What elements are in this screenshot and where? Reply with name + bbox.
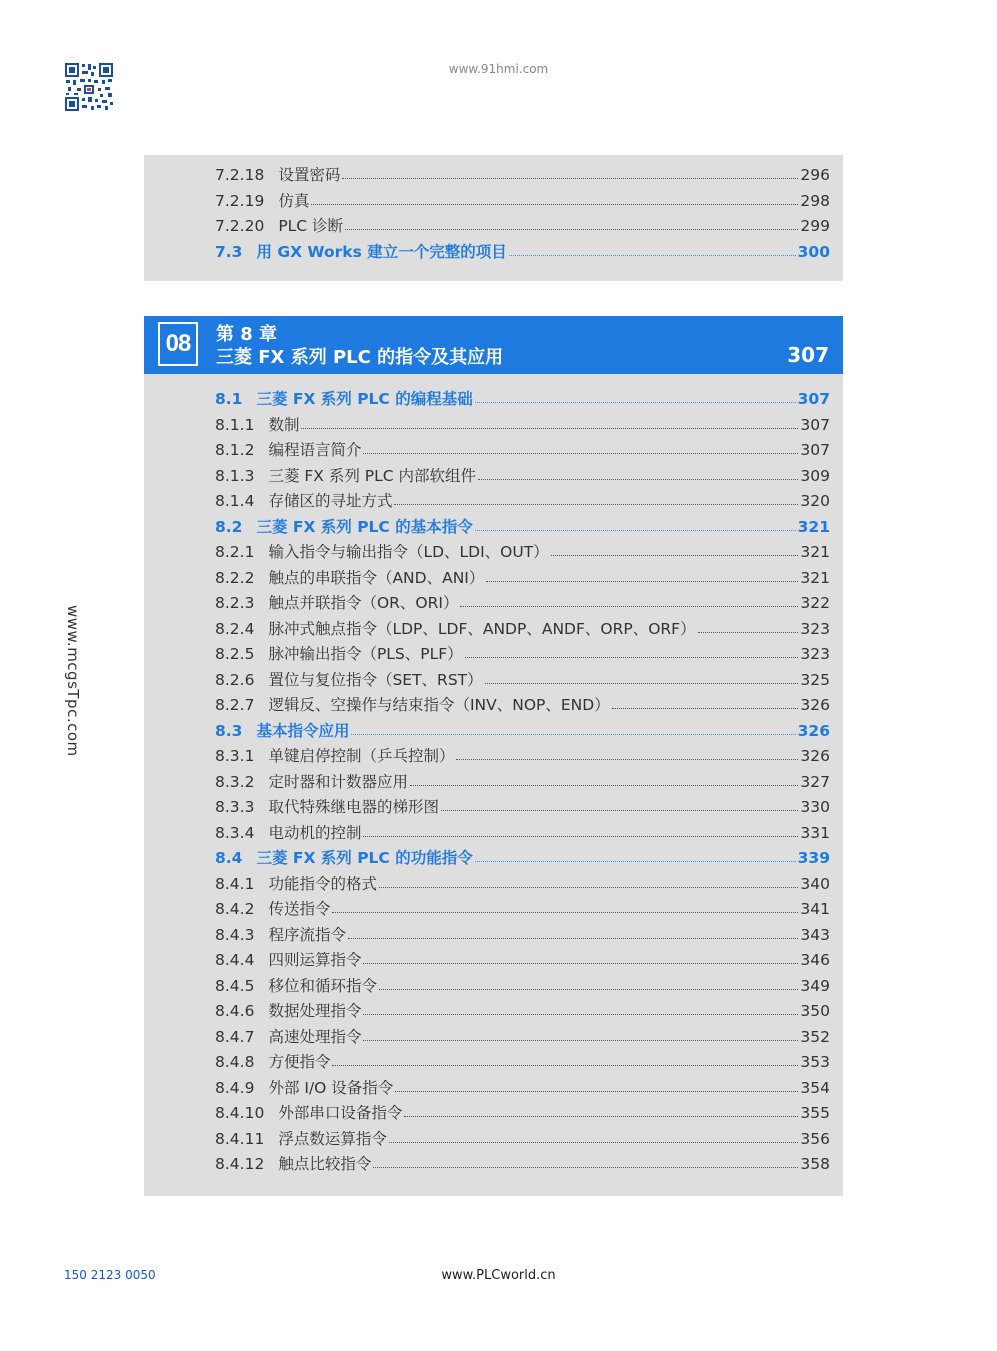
toc-entry-number: 8.3 bbox=[215, 721, 243, 740]
toc-entry-title: 电动机的控制 bbox=[268, 823, 362, 842]
toc-entry-page: 320 bbox=[800, 492, 830, 510]
toc-leader-dots bbox=[551, 555, 799, 556]
toc-entry-title: 传送指令 bbox=[268, 900, 331, 918]
toc-entry[interactable] bbox=[215, 540, 830, 566]
toc-entry-page: 323 bbox=[800, 645, 830, 663]
toc-section-entry[interactable] bbox=[215, 240, 830, 266]
toc-entry-page: 340 bbox=[800, 874, 830, 893]
toc-entry[interactable] bbox=[215, 642, 830, 668]
toc-leader-dots bbox=[332, 912, 798, 913]
toc-entry-number: 8.2.5 bbox=[215, 645, 255, 663]
toc-leader-dots bbox=[485, 683, 799, 684]
toc-entry-page: 352 bbox=[800, 1027, 830, 1046]
toc-entry-page: 323 bbox=[800, 619, 830, 638]
toc-entry-title: 三菱 FX 系列 PLC 内部软组件 bbox=[268, 466, 477, 485]
toc-entry-number: 8.2.2 bbox=[215, 568, 255, 587]
toc-leader-dots bbox=[475, 861, 796, 862]
toc-entry-page: 325 bbox=[800, 670, 830, 689]
toc-leader-dots bbox=[698, 632, 799, 633]
toc-entry-page: 300 bbox=[797, 242, 830, 261]
toc-entry-number: 8.3.3 bbox=[215, 798, 255, 816]
toc-entry-page: 354 bbox=[800, 1078, 830, 1097]
chapter-number: 第 8 章 bbox=[216, 324, 278, 345]
toc-entry-number: 8.1.1 bbox=[215, 415, 255, 434]
toc-entry-number: 8.4.8 bbox=[215, 1053, 255, 1071]
toc-leader-dots bbox=[373, 1167, 798, 1168]
toc-section-entry[interactable] bbox=[215, 515, 830, 541]
toc-entry-number: 8.4 bbox=[215, 849, 243, 867]
toc-entry-number: 8.4.11 bbox=[215, 1129, 265, 1148]
toc-entry-title: 外部串口设备指令 bbox=[278, 1104, 403, 1122]
toc-entry[interactable] bbox=[215, 1101, 830, 1127]
toc-entry-number: 8.2.1 bbox=[215, 543, 255, 561]
toc-entry-page: 307 bbox=[797, 390, 830, 408]
toc-entry-number: 8.1.2 bbox=[215, 441, 255, 459]
toc-entry-page: 330 bbox=[800, 798, 830, 816]
toc-entry-number: 8.3.2 bbox=[215, 772, 255, 791]
toc-entry-number: 8.2 bbox=[215, 517, 243, 536]
toc-entry-number: 8.4.5 bbox=[215, 976, 255, 995]
toc-entry-page: 350 bbox=[800, 1002, 830, 1020]
toc-leader-dots bbox=[465, 657, 799, 658]
toc-entry-page: 358 bbox=[800, 1155, 830, 1173]
toc-leader-dots bbox=[345, 229, 798, 230]
toc-entry[interactable] bbox=[215, 974, 830, 1000]
toc-entry[interactable] bbox=[215, 744, 830, 770]
toc-leader-dots bbox=[363, 453, 798, 454]
toc-entry-title: 四则运算指令 bbox=[268, 951, 362, 969]
toc-entry[interactable] bbox=[215, 464, 830, 490]
toc-section-entry[interactable] bbox=[215, 387, 830, 413]
toc-entry[interactable] bbox=[215, 1127, 830, 1153]
toc-entry-page: 321 bbox=[800, 568, 830, 587]
toc-entry-title: 用 GX Works 建立一个完整的项目 bbox=[256, 242, 507, 261]
chapter-page: 307 bbox=[787, 343, 829, 367]
toc-leader-dots bbox=[348, 938, 798, 939]
toc-entry-title: 程序流指令 bbox=[268, 925, 346, 944]
toc-entry-number: 8.3.4 bbox=[215, 823, 255, 842]
toc-entry-title: 逻辑反、空操作与结束指令（INV、NOP、END） bbox=[268, 696, 610, 714]
toc-leader-dots bbox=[612, 708, 799, 709]
chapter-header bbox=[144, 316, 843, 374]
toc-leader-dots bbox=[363, 1014, 798, 1015]
toc-entry-page: 321 bbox=[797, 517, 830, 536]
toc-entry-title: 单键启停控制（乒乓控制） bbox=[268, 747, 455, 765]
toc-leader-dots bbox=[363, 963, 798, 964]
toc-entry-title: 触点的串联指令（AND、ANI） bbox=[268, 568, 485, 587]
toc-entry-page: 296 bbox=[800, 166, 830, 184]
toc-entry-number: 8.1.4 bbox=[215, 492, 255, 510]
toc-entry[interactable] bbox=[215, 693, 830, 719]
toc-entry-page: 307 bbox=[800, 415, 830, 434]
toc-entry-title: 输入指令与输出指令（LD、LDI、OUT） bbox=[268, 543, 549, 561]
toc-entry-page: 309 bbox=[800, 466, 830, 485]
toc-leader-dots bbox=[311, 204, 798, 205]
toc-entry-number: 8.4.4 bbox=[215, 951, 255, 969]
toc-leader-dots bbox=[475, 530, 796, 531]
toc-leader-dots bbox=[394, 504, 798, 505]
toc-entry[interactable] bbox=[215, 999, 830, 1025]
toc-entry-number: 8.1.3 bbox=[215, 466, 255, 485]
toc-entry-number: 8.4.2 bbox=[215, 900, 255, 918]
toc-entry-page: 349 bbox=[800, 976, 830, 995]
toc-entry-number: 7.2.20 bbox=[215, 217, 265, 235]
toc-entry[interactable] bbox=[215, 617, 830, 643]
toc-entry-title: 数制 bbox=[268, 415, 300, 434]
toc-entry[interactable] bbox=[215, 1050, 830, 1076]
toc-entry-number: 8.2.7 bbox=[215, 696, 255, 714]
toc-entry-title: 外部 I/O 设备指令 bbox=[268, 1078, 394, 1097]
toc-entry-title: 取代特殊继电器的梯形图 bbox=[268, 798, 439, 816]
toc-entry-number: 8.4.10 bbox=[215, 1104, 265, 1122]
toc-entry-title: 存储区的寻址方式 bbox=[268, 492, 393, 510]
toc-entry[interactable] bbox=[215, 438, 830, 464]
toc-entry-title: 高速处理指令 bbox=[268, 1027, 362, 1046]
toc-entry[interactable] bbox=[215, 770, 830, 796]
toc-leader-dots bbox=[301, 428, 798, 429]
toc-entry-page: 355 bbox=[800, 1104, 830, 1122]
toc-entry-page: 353 bbox=[800, 1053, 830, 1071]
toc-entry-number: 8.4.1 bbox=[215, 874, 255, 893]
toc-leader-dots bbox=[404, 1116, 798, 1117]
toc-entry-page: 326 bbox=[797, 721, 830, 740]
toc-leader-dots bbox=[332, 1065, 798, 1066]
toc-entry-page: 341 bbox=[800, 900, 830, 918]
toc-entry[interactable] bbox=[215, 163, 830, 189]
toc-leader-dots bbox=[478, 479, 798, 480]
footer-url[interactable]: www.PLCworld.cn bbox=[441, 1268, 556, 1283]
toc-chapter-list bbox=[215, 387, 830, 1178]
toc-entry-page: 343 bbox=[800, 925, 830, 944]
toc-entry-page: 327 bbox=[800, 772, 830, 791]
toc-entry-number: 7.2.18 bbox=[215, 166, 265, 184]
toc-entry-title: 仿真 bbox=[278, 191, 310, 210]
toc-leader-dots bbox=[389, 1142, 799, 1143]
toc-entry[interactable] bbox=[215, 1076, 830, 1102]
toc-entry-number: 8.2.6 bbox=[215, 670, 255, 689]
toc-leader-dots bbox=[475, 402, 796, 403]
toc-entry[interactable] bbox=[215, 413, 830, 439]
toc-leader-dots bbox=[395, 1091, 798, 1092]
toc-entry-number: 7.3 bbox=[215, 242, 243, 261]
toc-entry-page: 322 bbox=[800, 594, 830, 612]
toc-entry-page: 321 bbox=[800, 543, 830, 561]
toc-entry-number: 8.4.6 bbox=[215, 1002, 255, 1020]
toc-entry-number: 8.4.9 bbox=[215, 1078, 255, 1097]
toc-entry-page: 307 bbox=[800, 441, 830, 459]
toc-entry-title: 基本指令应用 bbox=[256, 721, 350, 740]
toc-entry-title: 触点比较指令 bbox=[278, 1155, 372, 1173]
toc-leader-dots bbox=[379, 989, 798, 990]
toc-entry[interactable] bbox=[215, 1025, 830, 1051]
toc-entry-title: 移位和循环指令 bbox=[268, 976, 377, 995]
toc-entry-page: 298 bbox=[800, 191, 830, 210]
toc-entry[interactable] bbox=[215, 214, 830, 240]
header-url[interactable]: www.91hmi.com bbox=[448, 62, 549, 76]
toc-entry-title: PLC 诊断 bbox=[278, 217, 344, 235]
toc-entry[interactable] bbox=[215, 948, 830, 974]
toc-leader-dots bbox=[441, 810, 798, 811]
toc-entry-title: 脉冲输出指令（PLS、PLF） bbox=[268, 645, 463, 663]
toc-section-entry[interactable] bbox=[215, 846, 830, 872]
toc-section-entry[interactable] bbox=[215, 719, 830, 745]
toc-entry-page: 326 bbox=[800, 747, 830, 765]
chapter-title: 三菱 FX 系列 PLC 的指令及其应用 bbox=[216, 347, 504, 368]
side-url[interactable]: www.mcgsTpc.com bbox=[64, 605, 82, 757]
toc-entry-page: 331 bbox=[800, 823, 830, 842]
toc-entry-number: 8.4.3 bbox=[215, 925, 255, 944]
toc-entry[interactable] bbox=[215, 668, 830, 694]
toc-entry[interactable] bbox=[215, 821, 830, 847]
toc-leader-dots bbox=[460, 606, 798, 607]
toc-entry-title: 定时器和计数器应用 bbox=[268, 772, 408, 791]
toc-entry-page: 346 bbox=[800, 951, 830, 969]
toc-entry[interactable] bbox=[215, 591, 830, 617]
toc-entry[interactable] bbox=[215, 897, 830, 923]
toc-entry-number: 8.4.12 bbox=[215, 1155, 265, 1173]
toc-entry-title: 脉冲式触点指令（LDP、LDF、ANDP、ANDF、ORP、ORF） bbox=[268, 619, 696, 638]
toc-entry-title: 功能指令的格式 bbox=[268, 874, 377, 893]
toc-entry[interactable] bbox=[215, 1152, 830, 1178]
toc-entry-title: 方便指令 bbox=[268, 1053, 331, 1071]
toc-entry-title: 三菱 FX 系列 PLC 的基本指令 bbox=[256, 517, 473, 536]
toc-entry-number: 8.2.3 bbox=[215, 594, 255, 612]
toc-entry-title: 置位与复位指令（SET、RST） bbox=[268, 670, 483, 689]
toc-entry-title: 三菱 FX 系列 PLC 的功能指令 bbox=[256, 849, 473, 867]
toc-entry-title: 数据处理指令 bbox=[268, 1002, 362, 1020]
toc-entry[interactable] bbox=[215, 189, 830, 215]
toc-entry-page: 299 bbox=[800, 217, 830, 235]
toc-leader-dots bbox=[363, 836, 798, 837]
toc-entry-title: 三菱 FX 系列 PLC 的编程基础 bbox=[256, 390, 473, 408]
toc-entry-title: 设置密码 bbox=[278, 166, 341, 184]
toc-entry[interactable] bbox=[215, 566, 830, 592]
toc-leader-dots bbox=[363, 1040, 798, 1041]
toc-entry-number: 8.1 bbox=[215, 390, 243, 408]
toc-leader-dots bbox=[410, 785, 798, 786]
toc-leader-dots bbox=[342, 178, 798, 179]
toc-entry-number: 8.4.7 bbox=[215, 1027, 255, 1046]
toc-leader-dots bbox=[379, 887, 798, 888]
toc-entry[interactable] bbox=[215, 872, 830, 898]
toc-entry-number: 8.3.1 bbox=[215, 747, 255, 765]
toc-entry-page: 326 bbox=[800, 696, 830, 714]
toc-entry[interactable] bbox=[215, 795, 830, 821]
toc-entry-page: 339 bbox=[797, 849, 830, 867]
toc-previous-list bbox=[215, 163, 830, 265]
toc-entry[interactable] bbox=[215, 923, 830, 949]
toc-entry-title: 触点并联指令（OR、ORI） bbox=[268, 594, 459, 612]
toc-leader-dots bbox=[509, 255, 796, 256]
toc-entry-page: 356 bbox=[800, 1129, 830, 1148]
toc-leader-dots bbox=[456, 759, 798, 760]
chapter-badge: 08 bbox=[158, 322, 198, 366]
footer-phone: 150 2123 0050 bbox=[64, 1268, 156, 1282]
toc-entry-number: 7.2.19 bbox=[215, 191, 265, 210]
toc-entry[interactable] bbox=[215, 489, 830, 515]
toc-entry-title: 浮点数运算指令 bbox=[278, 1129, 387, 1148]
toc-leader-dots bbox=[486, 581, 798, 582]
toc-entry-number: 8.2.4 bbox=[215, 619, 255, 638]
toc-entry-title: 编程语言简介 bbox=[268, 441, 362, 459]
toc-leader-dots bbox=[351, 734, 795, 735]
